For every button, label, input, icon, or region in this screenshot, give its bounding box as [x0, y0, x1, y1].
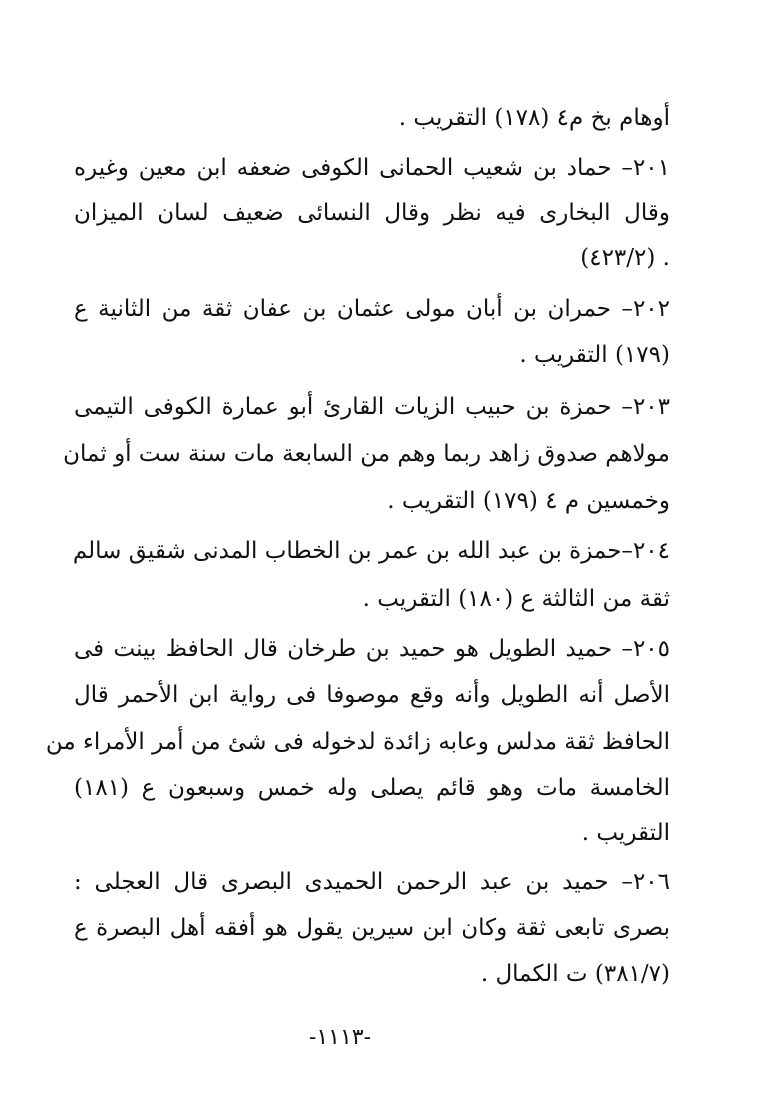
text-line-15: الخامسة مات وهو قائم يصلى وله خمس وسبعون ع (١٨١) [74, 775, 670, 801]
text-line-8: مولاهم صدوق زاهد ربما وهم من السابعة مات سنة ست أو ثمان [63, 441, 670, 467]
text-line-1: أوهام بخ م٤ (١٧٨) التقريب . [398, 105, 670, 131]
text-line-9: وخمسين م ٤ (١٧٩) التقريب . [387, 488, 670, 514]
text-line-14: الحافظ ثقة مدلس وعابه زائدة لدخوله فى شئ من أمر الأمراء من [45, 729, 670, 755]
text-line-11: ثقة من الثالثة ع (١٨٠) التقريب . [362, 586, 670, 612]
text-line-7: ٢٠٣– حمزة بن حبيب الزيات القارئ أبو عمارة الكوفى التيمى [74, 394, 670, 420]
text-line-2: ٢٠١– حماد بن شعيب الحمانى الكوفى ضعفه ابن معين وغيره [74, 155, 670, 181]
text-line-13: الأصل أنه الطويل وأنه وقع موصوفا فى رواية ابن الأحمر قال [74, 682, 670, 708]
text-line-4: (٤٢٣/٢) . [580, 245, 670, 271]
text-line-18: بصرى تابعى ثقة وكان ابن سيرين يقول هو أفقه أهل البصرة ع [74, 915, 670, 941]
text-line-10: ٢٠٤–حمزة بن عبد الله بن عمر بن الخطاب المدنى شقيق سالم [72, 538, 670, 564]
text-line-3: وقال البخارى فيه نظر وقال النسائى ضعيف لسان الميزان [74, 200, 670, 226]
text-line-12: ٢٠٥– حميد الطويل هو حميد بن طرخان قال الحافظ بينت فى [74, 636, 670, 662]
text-line-6: (١٧٩) التقريب . [519, 342, 670, 368]
text-line-5: ٢٠٢– حمران بن أبان مولى عثمان بن عفان ثقة من الثانية ع [74, 296, 670, 322]
text-line-16: التقريب . [581, 820, 670, 846]
text-line-19: (٣٨١/٧) ت الكمال . [480, 961, 670, 987]
page-number: -١١١٣- [308, 1025, 372, 1050]
text-line-17: ٢٠٦– حميد بن عبد الرحمن الحميدى البصرى قال العجلى : [74, 869, 670, 895]
